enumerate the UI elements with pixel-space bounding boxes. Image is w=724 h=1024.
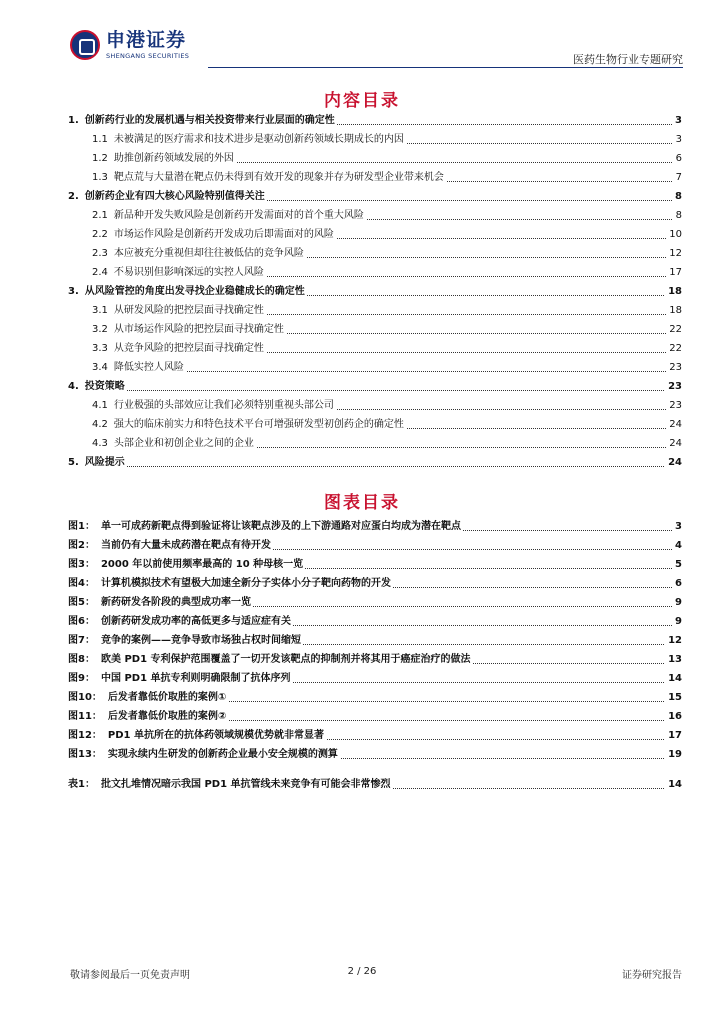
entry-page-number: 22	[666, 339, 682, 358]
entry-number: 4.	[68, 381, 79, 392]
entry-label	[92, 396, 336, 415]
report-type: 医药生物行业专题研究	[573, 53, 683, 66]
entry-number: 图3：	[68, 559, 95, 570]
entry-text: 靶点荒与大量潜在靶点仍未得到有效开发的现象并存为研发型企业带来机会	[113, 172, 444, 183]
footer-report-label: 证券研究报告	[622, 970, 682, 981]
header-divider	[208, 67, 683, 68]
entry-page-number: 24	[666, 434, 682, 453]
entry-page-number: 6	[673, 149, 682, 168]
entry-number: 图13：	[68, 749, 102, 760]
entry-page-number: 24	[666, 415, 682, 434]
figure-entry[interactable]	[68, 612, 682, 631]
entry-page-number: 18	[666, 301, 682, 320]
entry-page-number: 18	[665, 282, 682, 301]
table-entry[interactable]	[68, 775, 682, 794]
entry-text: 本应被充分重视但却往往被低估的竞争风险	[113, 248, 304, 259]
entry-number: 3.	[68, 286, 79, 297]
entry-page-number: 14	[665, 669, 682, 688]
entry-text: 降低实控人风险	[113, 362, 184, 373]
entry-text: 创新药行业的发展机遇与相关投资带来行业层面的确定性	[84, 115, 335, 126]
toc-entry[interactable]	[68, 149, 682, 168]
entry-label	[92, 149, 236, 168]
entry-label	[92, 206, 366, 225]
entry-number: 1.3	[92, 172, 108, 183]
figure-entry[interactable]	[68, 574, 682, 593]
entry-number: 3.2	[92, 324, 108, 335]
toc-title: 内容目录	[324, 91, 400, 111]
entry-label	[68, 775, 393, 794]
entry-label	[92, 339, 266, 358]
toc-entry[interactable]	[68, 187, 682, 206]
entry-number: 2.	[68, 191, 79, 202]
figure-entry[interactable]	[68, 555, 682, 574]
entry-page-number: 8	[673, 206, 682, 225]
entry-page-number: 3	[672, 517, 682, 536]
entry-label	[68, 631, 303, 650]
entry-number: 2.2	[92, 229, 108, 240]
entry-number: 图7：	[68, 635, 95, 646]
entry-text: 从研发风险的把控层面寻找确定性	[113, 305, 264, 316]
entry-page-number: 17	[665, 726, 682, 745]
entry-label	[68, 726, 326, 745]
toc-list	[68, 111, 682, 472]
entry-page-number: 15	[665, 688, 682, 707]
entry-number: 2.3	[92, 248, 108, 259]
entry-label	[68, 111, 337, 130]
entry-text: 后发者靠低价取胜的案例②	[107, 711, 227, 722]
entry-text: 风险提示	[84, 457, 125, 468]
entry-label	[68, 593, 253, 612]
entry-label	[68, 707, 228, 726]
entry-text: 实现永续内生研发的创新药企业最小安全规模的测算	[107, 749, 338, 760]
entry-page-number: 4	[672, 536, 682, 555]
figures-title: 图表目录	[324, 493, 400, 513]
company-logo	[70, 30, 220, 70]
entry-number: 1.1	[92, 134, 108, 145]
figure-entry[interactable]	[68, 707, 682, 726]
entry-text: 创新药研发成功率的高低更多与适应症有关	[100, 616, 291, 627]
entry-number: 图1：	[68, 521, 95, 532]
entry-page-number: 12	[666, 244, 682, 263]
entry-text: 计算机模拟技术有望极大加速全新分子实体小分子靶向药物的开发	[100, 578, 391, 589]
entry-text: 行业极强的头部效应让我们必须特别重视头部公司	[113, 400, 334, 411]
entry-text: 新品种开发失败风险是创新药开发需面对的首个重大风险	[113, 210, 364, 221]
figure-entry[interactable]	[68, 688, 682, 707]
entry-number: 图11：	[68, 711, 102, 722]
figure-entry[interactable]	[68, 517, 682, 536]
entry-text: 中国 PD1 单抗专利则明确限制了抗体序列	[100, 673, 291, 684]
toc-entry[interactable]	[68, 206, 682, 225]
logo-emblem-icon	[70, 30, 100, 60]
tables-list	[68, 775, 682, 794]
toc-entry[interactable]	[68, 320, 682, 339]
entry-number: 图6：	[68, 616, 95, 627]
entry-page-number: 7	[673, 168, 682, 187]
figure-entry[interactable]	[68, 593, 682, 612]
entry-number: 5.	[68, 457, 79, 468]
toc-entry[interactable]	[68, 111, 682, 130]
entry-page-number: 22	[666, 320, 682, 339]
toc-entry[interactable]	[68, 130, 682, 149]
entry-label	[92, 415, 406, 434]
toc-entry[interactable]	[68, 434, 682, 453]
entry-number: 1.2	[92, 153, 108, 164]
entry-label	[68, 377, 127, 396]
entry-number: 1.	[68, 115, 79, 126]
toc-entry[interactable]	[68, 282, 682, 301]
entry-label	[92, 358, 186, 377]
toc-entry[interactable]	[68, 301, 682, 320]
entry-page-number: 16	[665, 707, 682, 726]
toc-entry[interactable]	[68, 244, 682, 263]
toc-entry[interactable]	[68, 453, 682, 472]
entry-label	[92, 320, 286, 339]
toc-entry[interactable]	[68, 225, 682, 244]
entry-page-number: 6	[672, 574, 682, 593]
entry-text: 当前仍有大量未成药潜在靶点有待开发	[100, 540, 271, 551]
entry-number: 3.1	[92, 305, 108, 316]
toc-entry[interactable]	[68, 168, 682, 187]
entry-text: 单一可成药新靶点得到验证将让该靶点涉及的上下游通路对应蛋白均成为潜在靶点	[100, 521, 461, 532]
entry-label	[92, 263, 266, 282]
entry-label	[68, 517, 463, 536]
entry-number: 2.1	[92, 210, 108, 221]
entry-text: 头部企业和初创企业之间的企业	[113, 438, 254, 449]
entry-label	[68, 282, 307, 301]
entry-label	[68, 187, 267, 206]
entry-page-number: 12	[665, 631, 682, 650]
toc-entry[interactable]	[68, 415, 682, 434]
figure-entry[interactable]	[68, 745, 682, 764]
toc-entry[interactable]	[68, 358, 682, 377]
entry-number: 图12：	[68, 730, 102, 741]
entry-number: 图10：	[68, 692, 102, 703]
entry-number: 图5：	[68, 597, 95, 608]
entry-label	[68, 650, 473, 669]
entry-number: 2.4	[92, 267, 108, 278]
entry-number: 3.3	[92, 343, 108, 354]
entry-page-number: 9	[672, 612, 682, 631]
entry-text: 市场运作风险是创新药开发成功后即需面对的风险	[113, 229, 334, 240]
entry-label	[68, 745, 340, 764]
entry-page-number: 3	[672, 111, 682, 130]
entry-label	[92, 301, 266, 320]
entry-number: 图9：	[68, 673, 95, 684]
entry-text: 2000 年以前使用频率最高的 10 种母核一览	[100, 559, 304, 570]
toc-entry[interactable]	[68, 396, 682, 415]
entry-number: 4.3	[92, 438, 108, 449]
entry-text: 创新药企业有四大核心风险特别值得关注	[84, 191, 265, 202]
entry-label	[92, 225, 336, 244]
entry-text: 竞争的案例——竞争导致市场独占权时间缩短	[100, 635, 301, 646]
entry-text: 从风险管控的角度出发寻找企业稳健成长的确定性	[84, 286, 305, 297]
dot-leader	[68, 390, 682, 391]
entry-text: 欧美 PD1 专利保护范围覆盖了一切开发该靶点的抑制剂并将其用于癌症治疗的做法	[100, 654, 471, 665]
entry-page-number: 23	[666, 358, 682, 377]
entry-page-number: 9	[672, 593, 682, 612]
figures-list	[68, 517, 682, 764]
dot-leader	[68, 466, 682, 467]
entry-page-number: 24	[665, 453, 682, 472]
entry-label	[68, 555, 305, 574]
entry-number: 3.4	[92, 362, 108, 373]
entry-page-number: 13	[665, 650, 682, 669]
footer-disclaimer: 敬请参阅最后一页免责声明	[70, 970, 190, 981]
entry-text: 批文扎堆情况暗示我国 PD1 单抗管线未来竞争有可能会非常惨烈	[100, 779, 391, 790]
entry-number: 表1：	[68, 779, 95, 790]
entry-page-number: 3	[673, 130, 682, 149]
entry-number: 图8：	[68, 654, 95, 665]
entry-label	[68, 574, 393, 593]
entry-text: PD1 单抗所在的抗体药领域规模优势就非常显著	[107, 730, 324, 741]
entry-text: 强大的临床前实力和特色技术平台可增强研发型初创药企的确定性	[113, 419, 404, 430]
entry-page-number: 14	[665, 775, 682, 794]
entry-label	[68, 688, 228, 707]
logo-name-cn: 申港证券	[106, 29, 187, 51]
entry-label	[68, 612, 293, 631]
figure-entry[interactable]	[68, 631, 682, 650]
entry-text: 新药研发各阶段的典型成功率一览	[100, 597, 251, 608]
entry-number: 4.2	[92, 419, 108, 430]
figure-entry[interactable]	[68, 536, 682, 555]
entry-text: 未被满足的医疗需求和技术进步是驱动创新药领域长期成长的内因	[113, 134, 404, 145]
figure-entry[interactable]	[68, 669, 682, 688]
page-indicator: 2 / 26	[347, 966, 377, 977]
toc-entry[interactable]	[68, 339, 682, 358]
entry-label	[68, 453, 127, 472]
entry-label	[92, 244, 306, 263]
figure-entry[interactable]	[68, 650, 682, 669]
entry-label	[92, 130, 406, 149]
entry-label	[92, 434, 256, 453]
entry-page-number: 5	[672, 555, 682, 574]
entry-page-number: 19	[665, 745, 682, 764]
entry-page-number: 8	[672, 187, 682, 206]
toc-entry[interactable]	[68, 263, 682, 282]
entry-text: 后发者靠低价取胜的案例①	[107, 692, 227, 703]
entry-number: 图4：	[68, 578, 95, 589]
logo-name-en: SHENGANG SECURITIES	[106, 52, 190, 60]
entry-label	[92, 168, 446, 187]
entry-page-number: 23	[666, 396, 682, 415]
entry-text: 助推创新药领域发展的外因	[113, 153, 234, 164]
entry-text: 从市场运作风险的把控层面寻找确定性	[113, 324, 284, 335]
page-header	[0, 0, 724, 70]
entry-text: 投资策略	[84, 381, 125, 392]
entry-label	[68, 669, 293, 688]
entry-page-number: 17	[666, 263, 682, 282]
entry-text: 不易识别但影响深远的实控人风险	[113, 267, 264, 278]
toc-entry[interactable]	[68, 377, 682, 396]
entry-number: 4.1	[92, 400, 108, 411]
entry-label	[68, 536, 273, 555]
entry-text: 从竞争风险的把控层面寻找确定性	[113, 343, 264, 354]
entry-number: 图2：	[68, 540, 95, 551]
figure-entry[interactable]	[68, 726, 682, 745]
entry-page-number: 23	[665, 377, 682, 396]
entry-page-number: 10	[666, 225, 682, 244]
